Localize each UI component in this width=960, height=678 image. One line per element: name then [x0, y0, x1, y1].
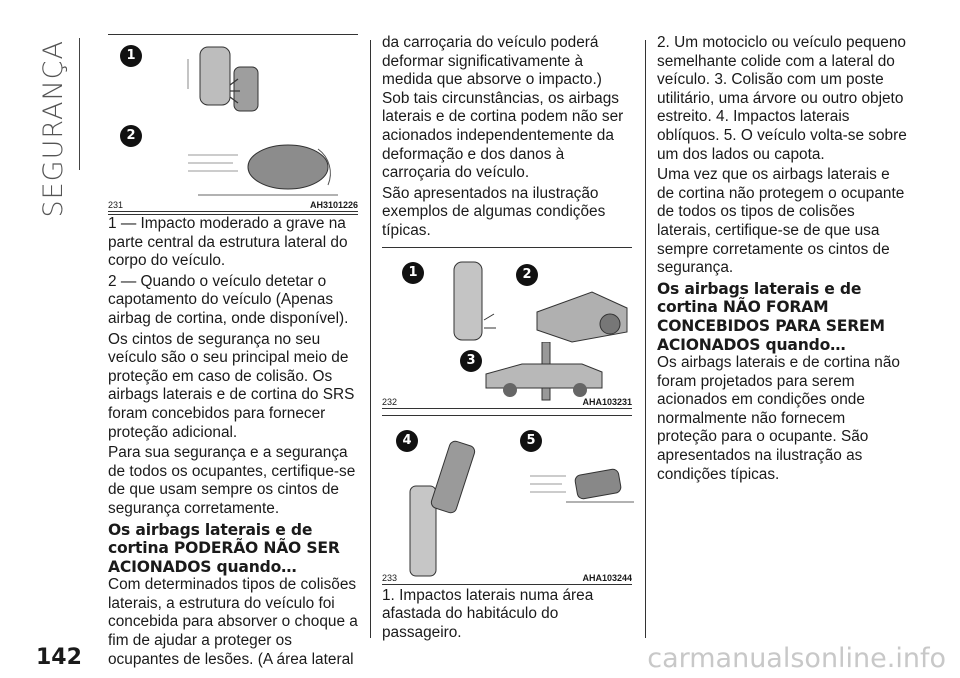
paragraph: São apresentados na ilustração exemplos de algumas condições típicas. — [382, 184, 606, 239]
figure-code: AHA103231 — [582, 396, 632, 407]
paragraph: Uma vez que os airbags laterais e de cortina não protegem o ocupante de todos os tipos de colisões laterais, certifique-se de que usa sempre corretamente os cintos de segurança. — [657, 166, 905, 277]
paragraph: da carroçaria do veículo poderá deformar significativamente à medida que absorve o impacto.) Sob tais circunstâncias, os airbags laterais e de cortina podem não ser acionados independentemente da deformação e dos danos à carroçaria do veículo. — [382, 34, 624, 182]
figure-233 — [382, 415, 632, 585]
motorcycle-impact-illustration — [532, 272, 632, 352]
overturn-illustration — [526, 456, 636, 526]
section-heading: Os airbags laterais e de cortina PODERÃO NÃO SER ACIONADOS quando… — [108, 520, 340, 576]
page-number: 142 — [36, 645, 82, 670]
paragraph: Para sua segurança e a segurança de todos os ocupantes, certifique-se de que usam sempre os cintos de segurança corretamente. — [108, 444, 356, 517]
rollover-illustration — [178, 135, 348, 205]
paragraph: 2 — Quando o veículo detetar o capotamento do veículo (Apenas airbag de cortina, onde disponível). — [108, 272, 349, 327]
paragraph: Os cintos de segurança no seu veículo são o seu principal meio de proteção em caso de colisão. Os airbags laterais e de cortina do SRS foram concebidos para fornecer proteção adicional. — [108, 330, 355, 441]
column-divider — [645, 40, 646, 638]
figure-badge: 1 — [120, 45, 142, 67]
figure-badge: 4 — [396, 430, 418, 452]
figure-number: 232 — [382, 396, 398, 407]
paragraph: Os airbags laterais e de cortina não foram projetados para serem acionados em condições onde normalmente não fornecem proteção para o ocupante. São apresentados na ilustração as condições típicas. — [657, 354, 900, 483]
side-impact-illustration — [178, 39, 338, 119]
column-divider — [370, 40, 371, 638]
figure-number: 233 — [382, 572, 398, 583]
figure-232 — [382, 247, 632, 409]
figure-code: AHA103244 — [582, 572, 632, 583]
paragraph: 1. Impactos laterais numa área afastada do habitáculo do passageiro. — [382, 586, 594, 641]
figure-number: 231 — [108, 200, 124, 210]
pole-impact-illustration — [482, 342, 612, 402]
column-2 — [382, 34, 632, 644]
figure-badge: 5 — [520, 430, 542, 452]
figure-code: AH3101226 — [309, 200, 358, 210]
section-divider — [79, 38, 80, 170]
paragraph: 2. Um motociclo ou veículo pequeno semelhante colide com a lateral do veículo. 3. Colisão com um poste utilitário, uma árvore ou outro objeto estreito. 4. Impactos laterais oblíquos. 5. O veículo volta-se sobre um dos lados ou capota. — [657, 34, 907, 163]
side-impact-rear-illustration — [444, 258, 504, 348]
figure-badge: 2 — [120, 125, 142, 147]
section-heading: Os airbags laterais e de cortina NÃO FORAM CONCEBIDOS PARA SEREM ACIONADOS quando… — [657, 279, 885, 354]
paragraph: 1 — Impacto moderado a grave na parte central da estrutura lateral do corpo do veículo. — [108, 215, 348, 270]
oblique-impact-illustration — [404, 436, 484, 586]
section-title: SEGURANÇA — [38, 40, 69, 218]
watermark: carmanualsonline.info — [647, 643, 946, 674]
figure-badge: 3 — [460, 350, 482, 372]
column-3 — [657, 34, 907, 486]
figure-231 — [108, 34, 358, 212]
paragraph: Com determinados tipos de colisões laterais, a estrutura do veículo foi concebida para absorver o choque a fim de ajudar a proteger os ocupantes de lesões. (A área lateral — [108, 576, 358, 668]
column-1 — [108, 34, 358, 671]
figure-badge: 2 — [516, 264, 538, 286]
figure-badge: 1 — [402, 262, 424, 284]
